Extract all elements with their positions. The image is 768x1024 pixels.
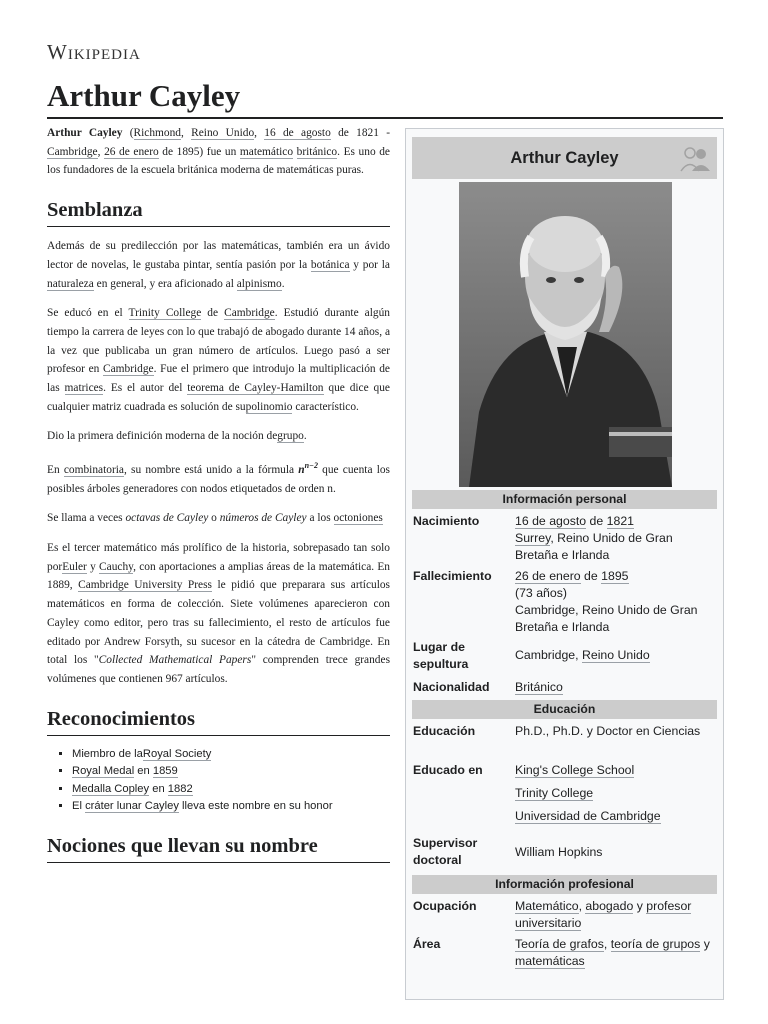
link-26-enero[interactable]: 26 de enero [104,145,159,158]
body-text: que cuenta los posibles árboles generadores con nodos etiquetados de orden n. [47,463,390,495]
link-polinomio[interactable]: polinomio [245,400,293,413]
person-icon [679,144,711,172]
list-text: lleva este nombre en su honor [178,800,333,813]
link-teoria-grafos[interactable]: Teoría de grafos [515,937,604,951]
value-text: y [700,937,710,951]
link-1895[interactable]: 1895 [601,569,629,583]
title-divider [47,117,723,119]
infobox-row-nacimiento [413,513,716,564]
body-text: Dio la primera definición moderna de la noción de [47,430,278,443]
link-reino-unido[interactable]: Reino Unido [191,127,255,139]
italic-term: Collected Mathematical Papers [98,654,252,667]
link-naturaleza[interactable]: naturaleza [47,277,94,290]
infobox-title: Arthur Cayley [510,148,619,167]
value-line [515,513,716,530]
body-text: de [201,307,225,320]
value-text: , [578,899,586,913]
value-line [515,762,716,779]
value-text: Cambridge, [515,648,582,662]
link-surrey[interactable]: Surrey [515,531,551,545]
reconocimientos-list [47,746,390,816]
link-britanico[interactable]: británico [296,145,338,158]
body-text: a los [306,512,334,525]
link-profesor-universitario[interactable]: profesor universitario [515,899,692,930]
semblanza-paragraph [47,304,390,416]
body-text: " comprenden trece grandes volúmenes que contienen 967 artículos. [47,654,390,685]
semblanza-paragraph [47,427,390,446]
body-text: Es el tercer matemático más prolífico de la historia, sobrepasado tan solo por [47,542,390,573]
infobox-row-educado-en [413,762,716,825]
link-combinatoria[interactable]: combinatoria [63,463,124,476]
infobox-value: William Hopkins [515,845,603,859]
link-cambridge[interactable]: Cambridge [103,363,154,376]
portrait-photo[interactable] [459,182,672,487]
link-cambridge-university-press[interactable]: Cambridge University Press [78,579,212,592]
body-text: característico. [292,400,359,413]
link-trinity-college[interactable]: Trinity College [128,307,202,320]
infobox-row-sepultura [413,639,716,673]
link-matematicas[interactable]: matemáticas [515,954,585,968]
body-text: y [86,560,100,573]
italic-term: números de Cayley [219,512,307,525]
body-text: o [208,512,220,525]
infobox-value [515,639,716,673]
infobox-header [412,137,717,179]
infobox-label: Educación [413,724,476,738]
link-matematico[interactable]: Matemático [515,899,579,913]
link-26-enero[interactable]: 26 de enero [515,569,581,583]
intro-text: ( [122,127,134,139]
intro-text: de 1895) fue un [158,145,240,158]
italic-term: octavas de Cayley [125,512,209,525]
value-line [515,808,716,825]
list-item [72,798,390,816]
link-1821[interactable]: 1821 [606,514,634,528]
infobox-row-nacionalidad [413,679,716,696]
infobox-label: Ocupación [413,899,477,913]
intro-text: , [254,127,265,139]
infobox-label: Supervisor doctoral [413,836,478,867]
value-line [515,530,716,564]
body-text: . Fue el primero que introdujo la multiplicación de las [47,363,390,395]
body-text: . Es el autor del [103,382,188,395]
semblanza-paragraph [47,539,390,689]
value-text: , Reino Unido de Gran Bretaña e Irlanda [515,531,673,562]
link-reino-unido[interactable]: Reino Unido [581,648,650,662]
body-text: le pidió que preparara sus artículos matemáticos en forma de colección. Siete volúmenes aparecieron con Cayley como editor, pero tras su fallecimiento, el resto de artículos fue editado por Andrew Forsyth, su sucesor en la cátedra de Cambridge. En total los " [47,579,390,667]
link-crater-lunar-cayley[interactable]: cráter lunar Cayley [85,800,179,813]
link-abogado[interactable]: abogado [585,899,634,913]
infobox-row-ocupacion [413,898,716,932]
body-text: Se llama a veces [47,512,126,525]
infobox-label: Educado en [413,763,483,777]
value-text: , [603,937,611,951]
value-text: de [586,514,607,528]
section-heading-nociones: Nociones que llevan su nombre [47,832,390,863]
body-text: . Estudió durante algún tiempo la carrera de leyes con lo que trabajó de abogado durante 14 años, a la vez que publicaba un gran número de artículos. Luego pasó a ser profesor en [47,307,390,376]
infobox-label: Lugar de sepultura [413,640,469,671]
semblanza-paragraph [47,509,390,528]
body-text: , su nombre está unido a la fórmula [123,463,299,476]
link-cambridge[interactable]: Cambridge [47,145,98,158]
infobox-row-supervisor [413,835,716,869]
death-place: Cambridge, Reino Unido de Gran Bretaña e Irlanda [515,603,698,634]
link-matrices[interactable]: matrices [64,382,104,395]
link-16-agosto[interactable]: 16 de agosto [264,127,331,139]
link-octoniones[interactable]: octoniones [333,512,383,525]
value-text: y [633,899,647,913]
infobox-value [515,762,716,825]
infobox-row-area [413,936,716,970]
intro-text: , [181,127,192,139]
semblanza-paragraph [47,237,390,293]
list-text: en [134,765,153,778]
infobox-value [515,679,716,696]
link-richmond[interactable]: Richmond [133,127,181,139]
link-1882[interactable]: 1882 [167,782,193,795]
link-kings-college-school[interactable]: King's College School [515,763,635,777]
link-teoria-grupos[interactable]: teoría de grupos [610,937,701,951]
value-text: de [580,569,602,583]
infobox [405,128,724,1000]
page-title: Arthur Cayley [47,78,241,113]
link-cauchy[interactable]: Cauchy [99,560,134,573]
infobox-value [515,898,716,932]
infobox-row-educacion [413,723,716,740]
infobox-value: Ph.D., Ph.D. y Doctor en Ciencias [515,724,701,738]
infobox-section-educacion: Educación [412,700,717,719]
body-text: . [303,430,307,443]
intro-text: . Es uno de los fundadores de la escuela británica moderna de matemáticas puras. [47,145,390,177]
body-text: y por la [349,258,390,271]
section-heading-semblanza: Semblanza [47,196,390,227]
link-1859[interactable]: 1859 [152,765,178,778]
list-item [72,763,390,781]
article-body [47,124,390,873]
formula-base: n [298,463,305,476]
formula [298,461,318,476]
link-grupo[interactable]: grupo [277,430,304,443]
link-16-agosto[interactable]: 16 de agosto [515,514,587,528]
infobox-value [515,936,716,970]
link-botanica[interactable]: botánica [310,258,350,271]
list-text: Miembro de la [72,747,143,760]
infobox-row-fallecimiento [413,568,716,636]
link-royal-medal[interactable]: Royal Medal [72,765,135,778]
intro-paragraph [47,124,390,180]
age: (73 años) [515,586,567,600]
body-text: Además de su predilección por las matemáticas, también era un ávido lector de novelas, le gustaba pintar, sentía pasión por la [47,240,390,271]
list-text: en [149,782,168,795]
infobox-label: Nacimiento [413,514,480,528]
link-medalla-copley[interactable]: Medalla Copley [72,782,150,795]
infobox-label: Fallecimiento [413,569,492,583]
intro-text: de 1821 - [330,127,390,139]
infobox-section-profesional: Información profesional [412,875,717,894]
body-text: En [47,463,64,476]
body-text: . [281,277,285,290]
link-matematico[interactable]: matemático [239,145,294,158]
list-item [72,746,390,764]
link-britanico[interactable]: Británico [515,680,563,694]
list-item [72,781,390,799]
intro-bold-name: Arthur Cayley [47,127,123,139]
link-royal-society[interactable]: Royal Society [142,747,212,760]
infobox-label: Nacionalidad [413,680,490,694]
value-line [515,785,716,802]
section-heading-reconocimientos: Reconocimientos [47,705,390,736]
wikipedia-wordmark[interactable]: Wikipedia [47,40,141,64]
semblanza-paragraph [47,457,390,498]
link-euler[interactable]: Euler [62,560,87,573]
body-text: Se educó en el [47,307,129,320]
link-alpinismo[interactable]: alpinismo [236,277,282,290]
link-universidad-cambridge[interactable]: Universidad de Cambridge [515,809,661,823]
link-cambridge[interactable]: Cambridge [224,307,275,320]
portrait-illustration [459,182,672,487]
list-text: El [72,800,86,813]
body-text: que dice que cualquier matriz cuadrada es solución de su [47,382,390,413]
infobox-section-personal: Información personal [412,490,717,509]
infobox-label: Área [413,937,441,951]
intro-text: , [97,145,105,158]
infobox-value [515,513,716,564]
body-text: , con aportaciones a amplias áreas de la matemática. En 1889, [47,560,391,592]
infobox-value [515,568,716,636]
value-line [515,568,716,585]
formula-exponent: n−2 [304,461,318,471]
link-teorema-cayley-hamilton[interactable]: teorema de Cayley-Hamilton [187,382,324,395]
link-trinity-college[interactable]: Trinity College [515,786,594,800]
body-text: en general, y era aficionado al [93,277,237,290]
